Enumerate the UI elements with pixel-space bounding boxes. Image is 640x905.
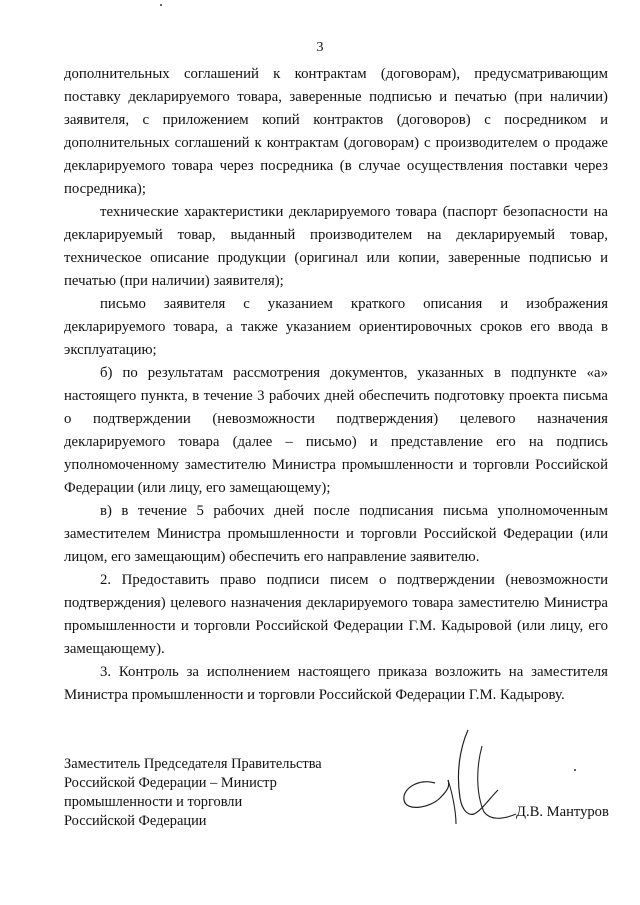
signatory-title-line: Российской Федерации – Министр <box>64 775 277 791</box>
scan-speck <box>574 769 576 771</box>
signatory-title-line: Заместитель Председателя Правительства <box>64 756 322 772</box>
handwritten-signature <box>390 728 530 828</box>
signatory-title-line: Российской Федерации <box>64 813 207 829</box>
paragraph-clause-3: 3. Контроль за исполнением настоящего приказа возложить на заместителя Министра промышленности и торговли Российской Федерации Г.М. Кадырову. <box>64 664 608 703</box>
paragraph-item-b: б) по результатам рассмотрения документов, указанных в подпункте «а» настоящего пункта, в течение 3 рабочих дней обеспечить подготовку проекта письма о подтверждении (невозможности подтверждения) целевого назначения декларируемого товара (далее – письмо) и представление его на подпись уполномоченному заместителю Министра промышленности и торговли Российской Федерации (или лицу, его замещающему); <box>64 365 608 496</box>
paragraph-continuation: дополнительных соглашений к контрактам (договорам), предусматривающим поставку декларируемого товара, заверенные подписью и печатью (при наличии) заявителя, с приложением копий контрактов (договоров) с посредником и дополнительных соглашений к контрактам (договорам) с производителем о продаже декларируемого товара через посредника (в случае осуществления поставки через посредника); <box>64 66 608 197</box>
signatory-title <box>64 755 322 831</box>
document-body <box>64 63 608 707</box>
paragraph-item-v: в) в течение 5 рабочих дней после подписания письма уполномоченным заместителем Министра промышленности и торговли Российской Федерации (или лицом, его замещающим) обеспечить его направление заявителю. <box>64 503 608 565</box>
signatory-title-line: промышленности и торговли <box>64 794 243 810</box>
signatory-name: Д.В. Мантуров <box>516 804 609 820</box>
paragraph-applicant-letter: письмо заявителя с указанием краткого описания и изображения декларируемого товара, а также указанием ориентировочных сроков его ввода в эксплуатацию; <box>64 296 608 358</box>
paragraph-clause-2: 2. Предоставить право подписи писем о подтверждении (невозможности подтверждения) целевого назначения декларируемого товара заместителю Министра промышленности и торговли Российской Федерации Г.М. Кадыровой (или лицу, его замещающему). <box>64 572 608 657</box>
scan-speck <box>160 4 162 6</box>
paragraph-technical-specs: технические характеристики декларируемого товара (паспорт безопасности на декларируемый товар, выданный производителем на декларируемый товар, техническое описание продукции (оригинал или копии, заверенные подписью и печатью (при наличии) заявителя); <box>64 204 608 289</box>
page-number: 3 <box>316 40 324 55</box>
